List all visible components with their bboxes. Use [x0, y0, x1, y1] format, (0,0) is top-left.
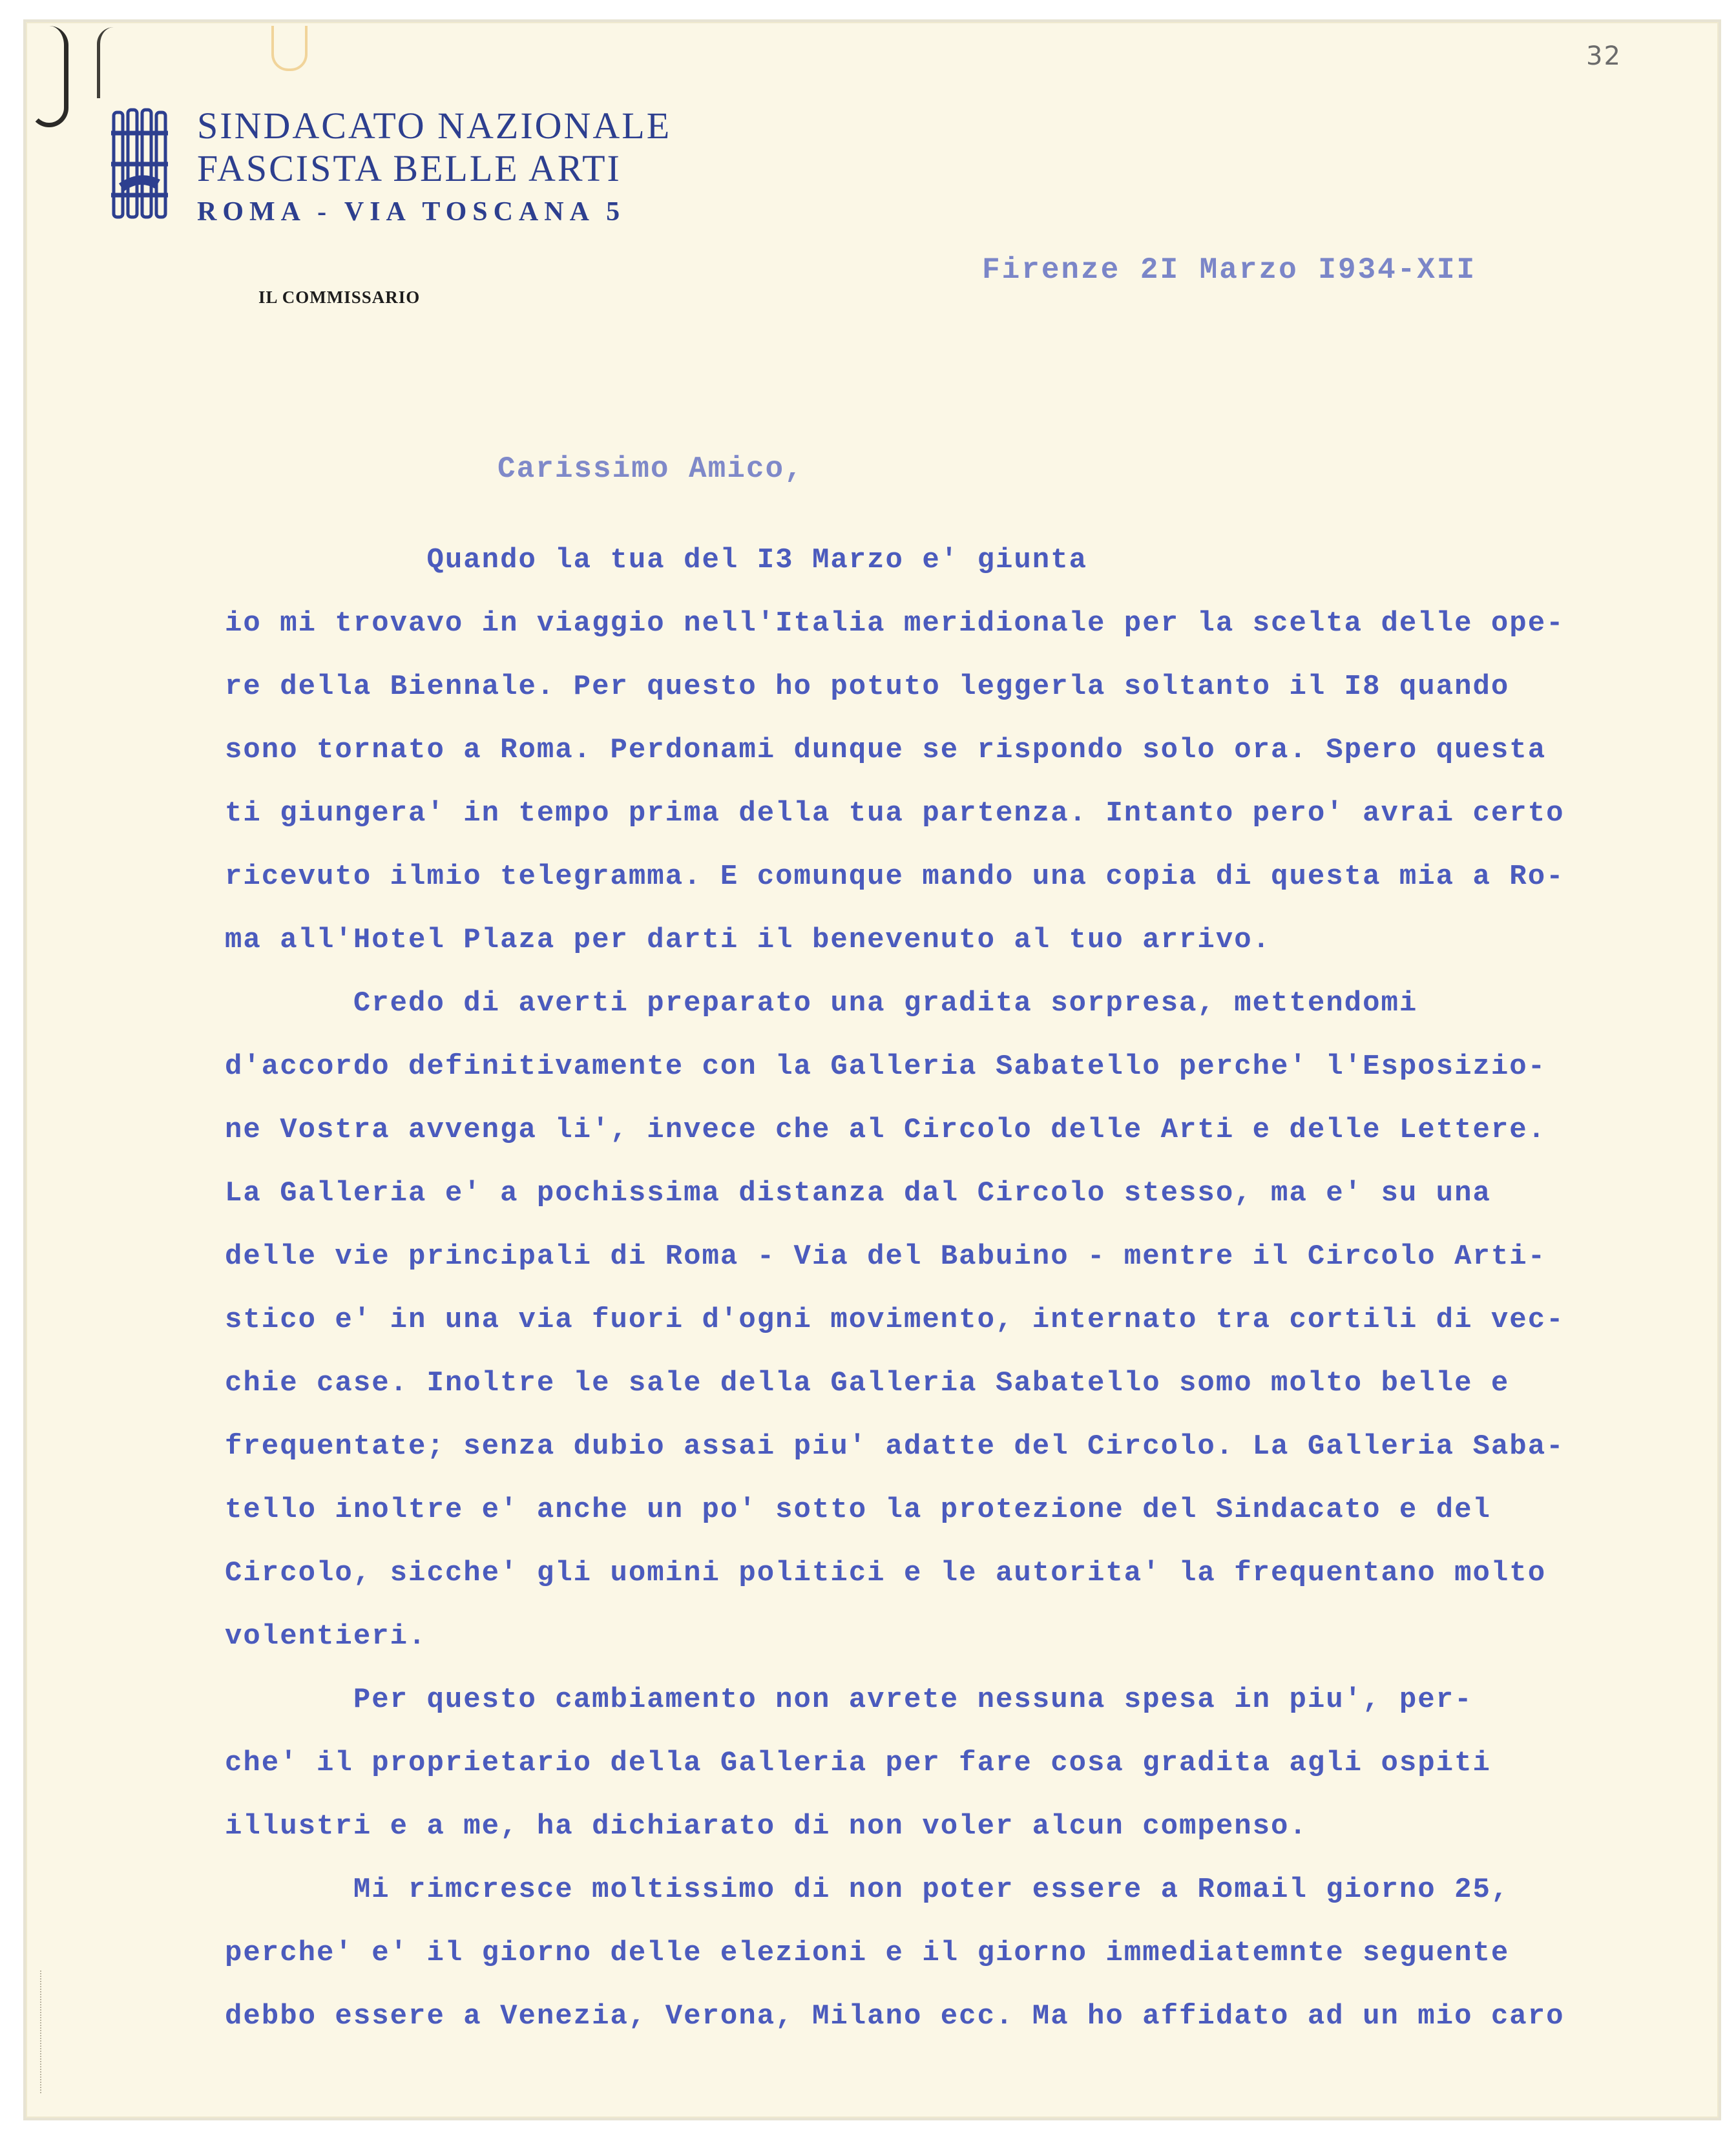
letter-salutation: Carissimo Amico, [497, 452, 804, 486]
letter-line: Per questo cambiamento non avrete nessuna spesa in piu', per- [225, 1684, 1473, 1716]
letter-line: perche' e' il giorno delle elezioni e il giorno immediatemnte seguente [225, 1937, 1510, 1969]
staple-mark [30, 26, 68, 127]
letterhead-office: IL COMMISSARIO [258, 287, 421, 307]
letter-line: sono tornato a Roma. Perdonami dunque se rispondo solo ora. Spero questa [225, 734, 1547, 766]
letterhead-org-line2: FASCISTA BELLE ARTI [197, 147, 622, 189]
folio-number: 32 [1586, 41, 1622, 71]
letter-line: Quando la tua del I3 Marzo e' giunta [225, 544, 1088, 576]
letter-line: ti giungera' in tempo prima della tua partenza. Intanto pero' avrai certo [225, 797, 1565, 830]
letterhead [197, 105, 671, 231]
letter-line: stico e' in una via fuori d'ogni movimento, internato tra cortili di vec- [225, 1304, 1565, 1336]
letter-dateline: Firenze 2I Marzo I934-XII [982, 253, 1477, 287]
letterhead-address: ROMA - VIA TOSCANA 5 [197, 197, 626, 227]
letter-line: io mi trovavo in viaggio nell'Italia meridionale per la scelta delle ope- [225, 607, 1565, 640]
letter-line: Circolo, sicche' gli uomini politici e le autorita' la frequentano molto [225, 1557, 1547, 1589]
letterhead-org-line1: SINDACATO NAZIONALE [197, 105, 672, 147]
letter-line: chie case. Inoltre le sale della Galleria Sabatello somo molto belle e [225, 1367, 1510, 1399]
letter-line: tello inoltre e' anche un po' sotto la protezione del Sindacato e del [225, 1494, 1491, 1526]
letter-body [225, 544, 1672, 2095]
letter-line: delle vie principali di Roma - Via del Babuino - mentre il Circolo Arti- [225, 1240, 1547, 1273]
letter-line: re della Biennale. Per questo ho potuto leggerla soltanto il I8 quando [225, 671, 1510, 703]
pencil-mark [97, 27, 114, 98]
rust-stain [271, 26, 308, 71]
letter-line: Credo di averti preparato una gradita sorpresa, mettendomi [225, 987, 1418, 1019]
letter-line: debbo essere a Venezia, Verona, Milano ecc. Ma ho affidato ad un mio caro [225, 2000, 1565, 2033]
letter-line: ma all'Hotel Plaza per darti il benevenuto al tuo arrivo. [225, 924, 1271, 956]
letter-line: illustri e a me, ha dichiarato di non voler alcun compenso. [225, 1810, 1308, 1843]
letter-line: frequentate; senza dubio assai piu' adatte del Circolo. La Galleria Saba- [225, 1430, 1565, 1463]
letter-line: d'accordo definitivamente con la Galleria Sabatello perche' l'Esposizio- [225, 1051, 1547, 1083]
letter-line: che' il proprietario della Galleria per fare cosa gradita agli ospiti [225, 1747, 1491, 1779]
fasces-emblem-icon [110, 107, 169, 222]
letter-line: ne Vostra avvenga li', invece che al Circolo delle Arti e delle Lettere. [225, 1114, 1547, 1146]
binding-holes [40, 1971, 45, 2093]
letter-line: ricevuto ilmio telegramma. E comunque mando una copia di questa mia a Ro- [225, 861, 1565, 893]
letter-line: volentieri. [225, 1620, 427, 1653]
letter-line: Mi rimcresce moltissimo di non poter essere a Romail giorno 25, [225, 1874, 1510, 1906]
letter-line: La Galleria e' a pochissima distanza dal Circolo stesso, ma e' su una [225, 1177, 1491, 1209]
